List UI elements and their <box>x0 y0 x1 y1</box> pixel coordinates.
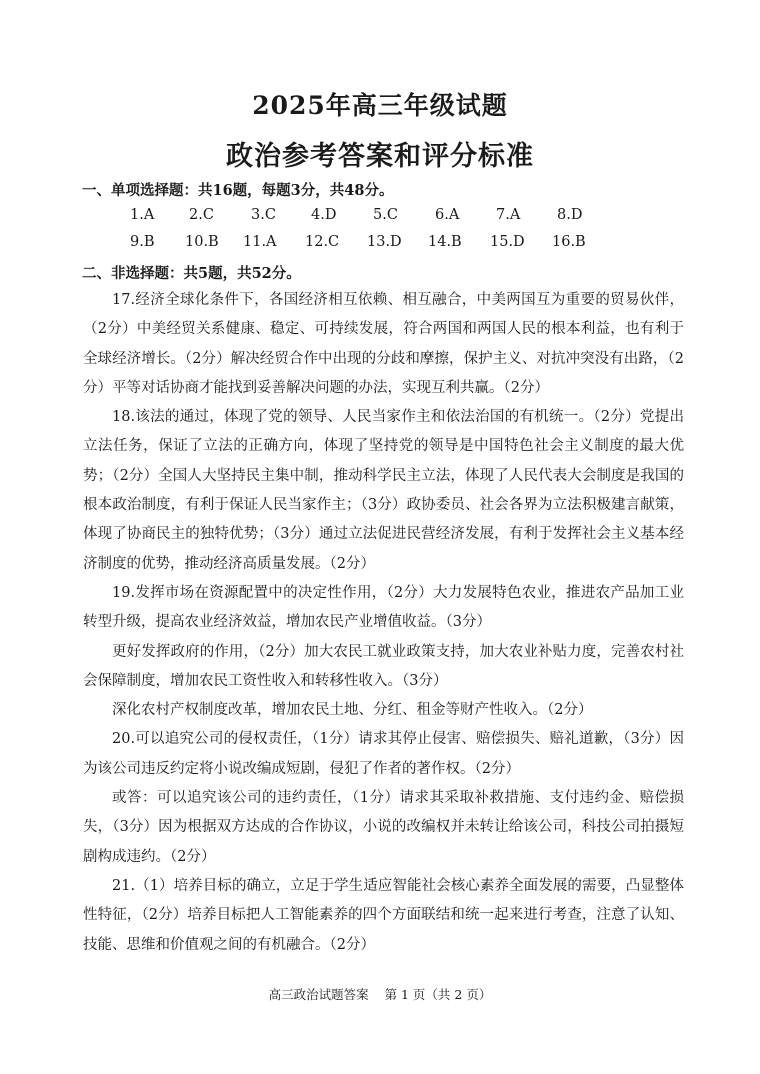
answer-item: 16.B <box>552 234 586 250</box>
answer-paragraph-19b: 更好发挥政府的作用，（2分）加大农民工就业政策支持，加大农业补贴力度，完善农村社会保障制度，增加农民工资性收入和转移性收入。（3分） <box>83 643 684 689</box>
answer-item: 14.B <box>428 234 462 250</box>
answer-paragraph-19c: 深化农村产权制度改革，增加农民土地、分红、租金等财产性收入。（2分） <box>112 702 593 719</box>
answer-paragraph-18: 18.该法的通过，体现了党的领导、人民当家作主和依法治国的有机统一。（2分）党提出立法任务，保证了立法的正确方向，体现了坚持党的领导是中国特色社会主义制度的最大优势；（2分）全国人大坚持民主集中制，推动科学民主立法，体现了人民代表大会制度是我国的根本政治制度，有利于保证人民当家作主；（3分）政协委员、社会各界为立法积极建言献策，体现了协商民主的独特优势；（3分）通过立法促进民营经济发展，有利于发挥社会主义基本经济制度的优势，推动经济高质量发展。（2分） <box>83 409 684 572</box>
page-footer: 高三政治试题答案 第 1 页（共 2 页） <box>268 987 492 1002</box>
answer-item: 9.B <box>130 234 155 250</box>
answer-item: 4.D <box>311 207 337 223</box>
answer-item: 13.D <box>367 234 402 250</box>
page-title: 2025年高三年级试题 <box>252 91 508 120</box>
page-subtitle: 政治参考答案和评分标准 <box>226 141 534 172</box>
answer-item: 3.C <box>251 207 276 223</box>
answer-paragraph-21: 21.（1）培养目标的确立，立足于学生适应智能社会核心素养全面发展的需要，凸显整体性特征，（2分）培养目标把人工智能素养的四个方面联结和统一起来进行考查，注意了认知、技能、思维和价值观之间的有机融合。（2分） <box>83 877 684 953</box>
answer-paragraph-19a: 19.发挥市场在资源配置中的决定性作用，（2分）大力发展特色农业，推进农产品加工业转型升级，提高农业经济效益，增加农民产业增值收益。（3分） <box>83 584 684 631</box>
answer-paragraph-17: 17.经济全球化条件下，各国经济相互依赖、相互融合，中美两国互为重要的贸易伙伴，（2分）中美经贸关系健康、稳定、可持续发展，符合两国和两国人民的根本利益，也有利于全球经济增长。（2分）解决经贸合作中出现的分歧和摩擦，保护主义、对抗冲突没有出路，（2分）平等对话协商才能找到妥善解决问题的办法，实现互利共赢。（2分） <box>83 292 684 396</box>
answer-item: 5.C <box>373 207 398 223</box>
answer-paragraph-20a: 20.可以追究公司的侵权责任，（1分）请求其停止侵害、赔偿损失、赔礼道歉，（3分）因为该公司违反约定将小说改编成短剧，侵犯了作者的著作权。（2分） <box>83 731 684 777</box>
answer-paragraph-20b: 或答：可以追究该公司的违约责任，（1分）请求其采取补救措施、支付违约金、赔偿损失，（3分）因为根据双方达成的合作协议，小说的改编权并未转让给该公司，科技公司拍摄短剧构成违约。（2分） <box>83 790 684 865</box>
answer-item: 1.A <box>130 207 155 223</box>
answer-item: 11.A <box>243 234 277 250</box>
answer-item: 2.C <box>189 207 214 223</box>
answer-item: 7.A <box>496 207 521 223</box>
answer-item: 15.D <box>490 234 525 250</box>
answer-item: 6.A <box>435 207 460 223</box>
answer-item: 8.D <box>557 207 583 223</box>
answer-body <box>83 286 684 960</box>
section2-heading: 二、非选择题：共5题，共52分。 <box>82 265 301 282</box>
answer-item: 12.C <box>305 234 340 250</box>
section1-heading: 一、单项选择题：共16题，每题3分，共48分。 <box>82 182 394 199</box>
answer-item: 10.B <box>185 234 219 250</box>
